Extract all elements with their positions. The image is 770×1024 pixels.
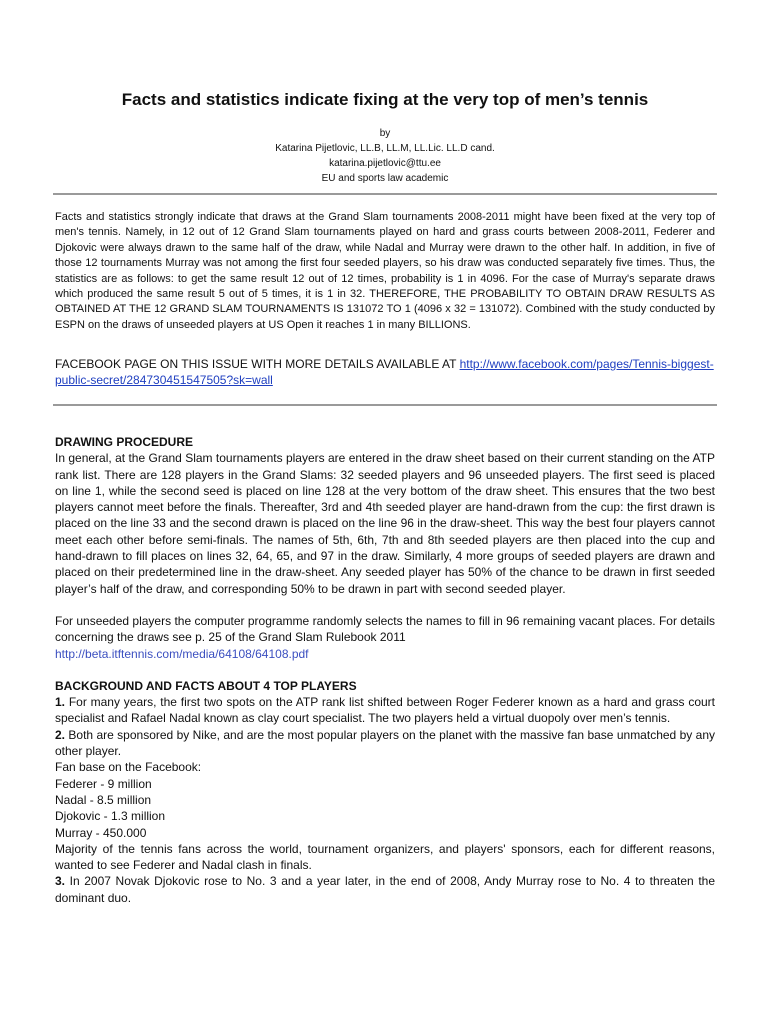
intro-paragraph: Facts and statistics strongly indicate that draws at the Grand Slam tournaments 2008-2011 might have been fixed at the very top of men's tennis. Namely, in 12 out of 12 Grand Slam tournaments played on hard and grass courts between 2008-2011, Federer and Djokovic were always drawn to the same half of the draw, while Nadal and Murray were drawn to the other half. In addition, in five of those 12 tournaments Murray was not among the first four seeded players, so his draw was conducted separately five times. Thus, the statistics are as follows: to get the same result 12 out of 12 times, probability is 1 in 4096. For the case of Murray's separate draws which produced the same result 5 out of 5 times, it is 1 in 32. THEREFORE, THE PROBABILITY TO OBTAIN DRAW RESULTS AS OBTAINED AT THE 12 GRAND SLAM TOURNAMENTS IS 131072 TO 1 (4096 x 32 = 131072). Combined with the study conducted by ESPN on the draws of unseeded players at US Open it reaches 1 in many BILLIONS.	[55, 211, 715, 331]
background-heading: BACKGROUND AND FACTS ABOUT 4 TOP PLAYERS	[55, 678, 357, 693]
fanbase-label: Fan base on the Facebook:	[55, 760, 202, 775]
byline	[0, 126, 770, 186]
fact-item-2	[55, 727, 715, 760]
fan-nadal: Nadal - 8.5 million	[55, 792, 152, 807]
fact-item-3-number: 3.	[55, 874, 66, 889]
majority-paragraph: Majority of the tennis fans across the world, tournament organizers, and players' sponsors, each for different reasons, wanted to see Federer and Nadal clash in finals.	[55, 841, 715, 873]
page-title: Facts and statistics indicate fixing at the very top of men’s tennis	[121, 90, 649, 109]
fact-item-1	[55, 694, 715, 727]
drawing-procedure-heading: DRAWING PROCEDURE	[55, 435, 194, 449]
fact-item-1-text: For many years, the first two spots on the ATP rank list shifted between Roger Federer known as a hard and grass court specialist and Rafael Nadal known as clay court specialist. The two players held a virtual duopoly over men’s tennis.	[55, 695, 715, 726]
rulebook-link[interactable]: http://beta.itftennis.com/media/64108/64108.pdf	[55, 646, 309, 661]
byline-role: EU and sports law academic	[321, 173, 449, 184]
facebook-link[interactable]: http://www.facebook.com/pages/Tennis-biggest-public-secret/284730451547505?sk=wall	[55, 357, 714, 387]
fact-item-3	[55, 873, 715, 906]
fan-federer: Federer - 9 million	[55, 776, 152, 791]
fact-item-2-text: Both are sponsored by Nike, and are the most popular players on the planet with the massive fan base unmatched by any other player.	[55, 727, 715, 759]
fan-murray: Murray - 450.000	[55, 825, 147, 840]
facebook-paragraph	[55, 356, 715, 388]
fan-djokovic: Djokovic - 1.3 million	[55, 809, 166, 824]
divider-top	[53, 193, 717, 195]
byline-email: katarina.pijetlovic@ttu.ee	[329, 158, 441, 169]
fact-item-3-text: In 2007 Novak Djokovic rose to No. 3 and a year later, in the end of 2008, Andy Murray rose to No. 4 to threaten the dominant duo.	[55, 874, 715, 905]
drawing-procedure-paragraph: In general, at the Grand Slam tournaments players are entered in the draw sheet based on their current standing on the ATP rank list. There are 128 players in the Grand Slams: 32 seeded players and 96 unseeded players. The first seed is placed on line 1, while the second seed is placed on line 128 at the very bottom of the draw sheet. This ensures that the two best players cannot meet before the finals. Thereafter, 3rd and 4th seeded player are hand-drawn from the cup: the first drawn is placed on the line 33 and the second drawn is placed on the line 96 in the draw-sheet. This way the best four players cannot meet each other before semi-finals. The names of 5th, 6th, 7th and 8th seeded players are then placed into the cup and hand-drawn to fill places on lines 32, 64, 65, and 97 in the draw. Similarly, 4 more groups of seeded players are drawn and placed on their predetermined line in the draw-sheet. Any seeded player has 50% of the chance to be drawn in first seeded player’s half of the draw, and corresponding 50% to be drawn in part with second seeded player.	[55, 451, 715, 596]
byline-by: by	[379, 128, 391, 139]
fact-item-1-number: 1.	[55, 695, 66, 710]
unseeded-paragraph: For unseeded players the computer programme randomly selects the names to fill in 96 remaining vacant places. For details concerning the draws see p. 25 of the Grand Slam Rulebook 2011	[55, 613, 715, 645]
divider-middle	[53, 404, 717, 406]
fact-item-2-number: 2.	[55, 727, 66, 742]
main-body	[55, 434, 715, 906]
facebook-text: FACEBOOK PAGE ON THIS ISSUE WITH MORE DETAILS AVAILABLE AT	[55, 357, 460, 371]
byline-author: Katarina Pijetlovic, LL.B, LL.M, LL.Lic. LL.D cand.	[275, 143, 495, 154]
